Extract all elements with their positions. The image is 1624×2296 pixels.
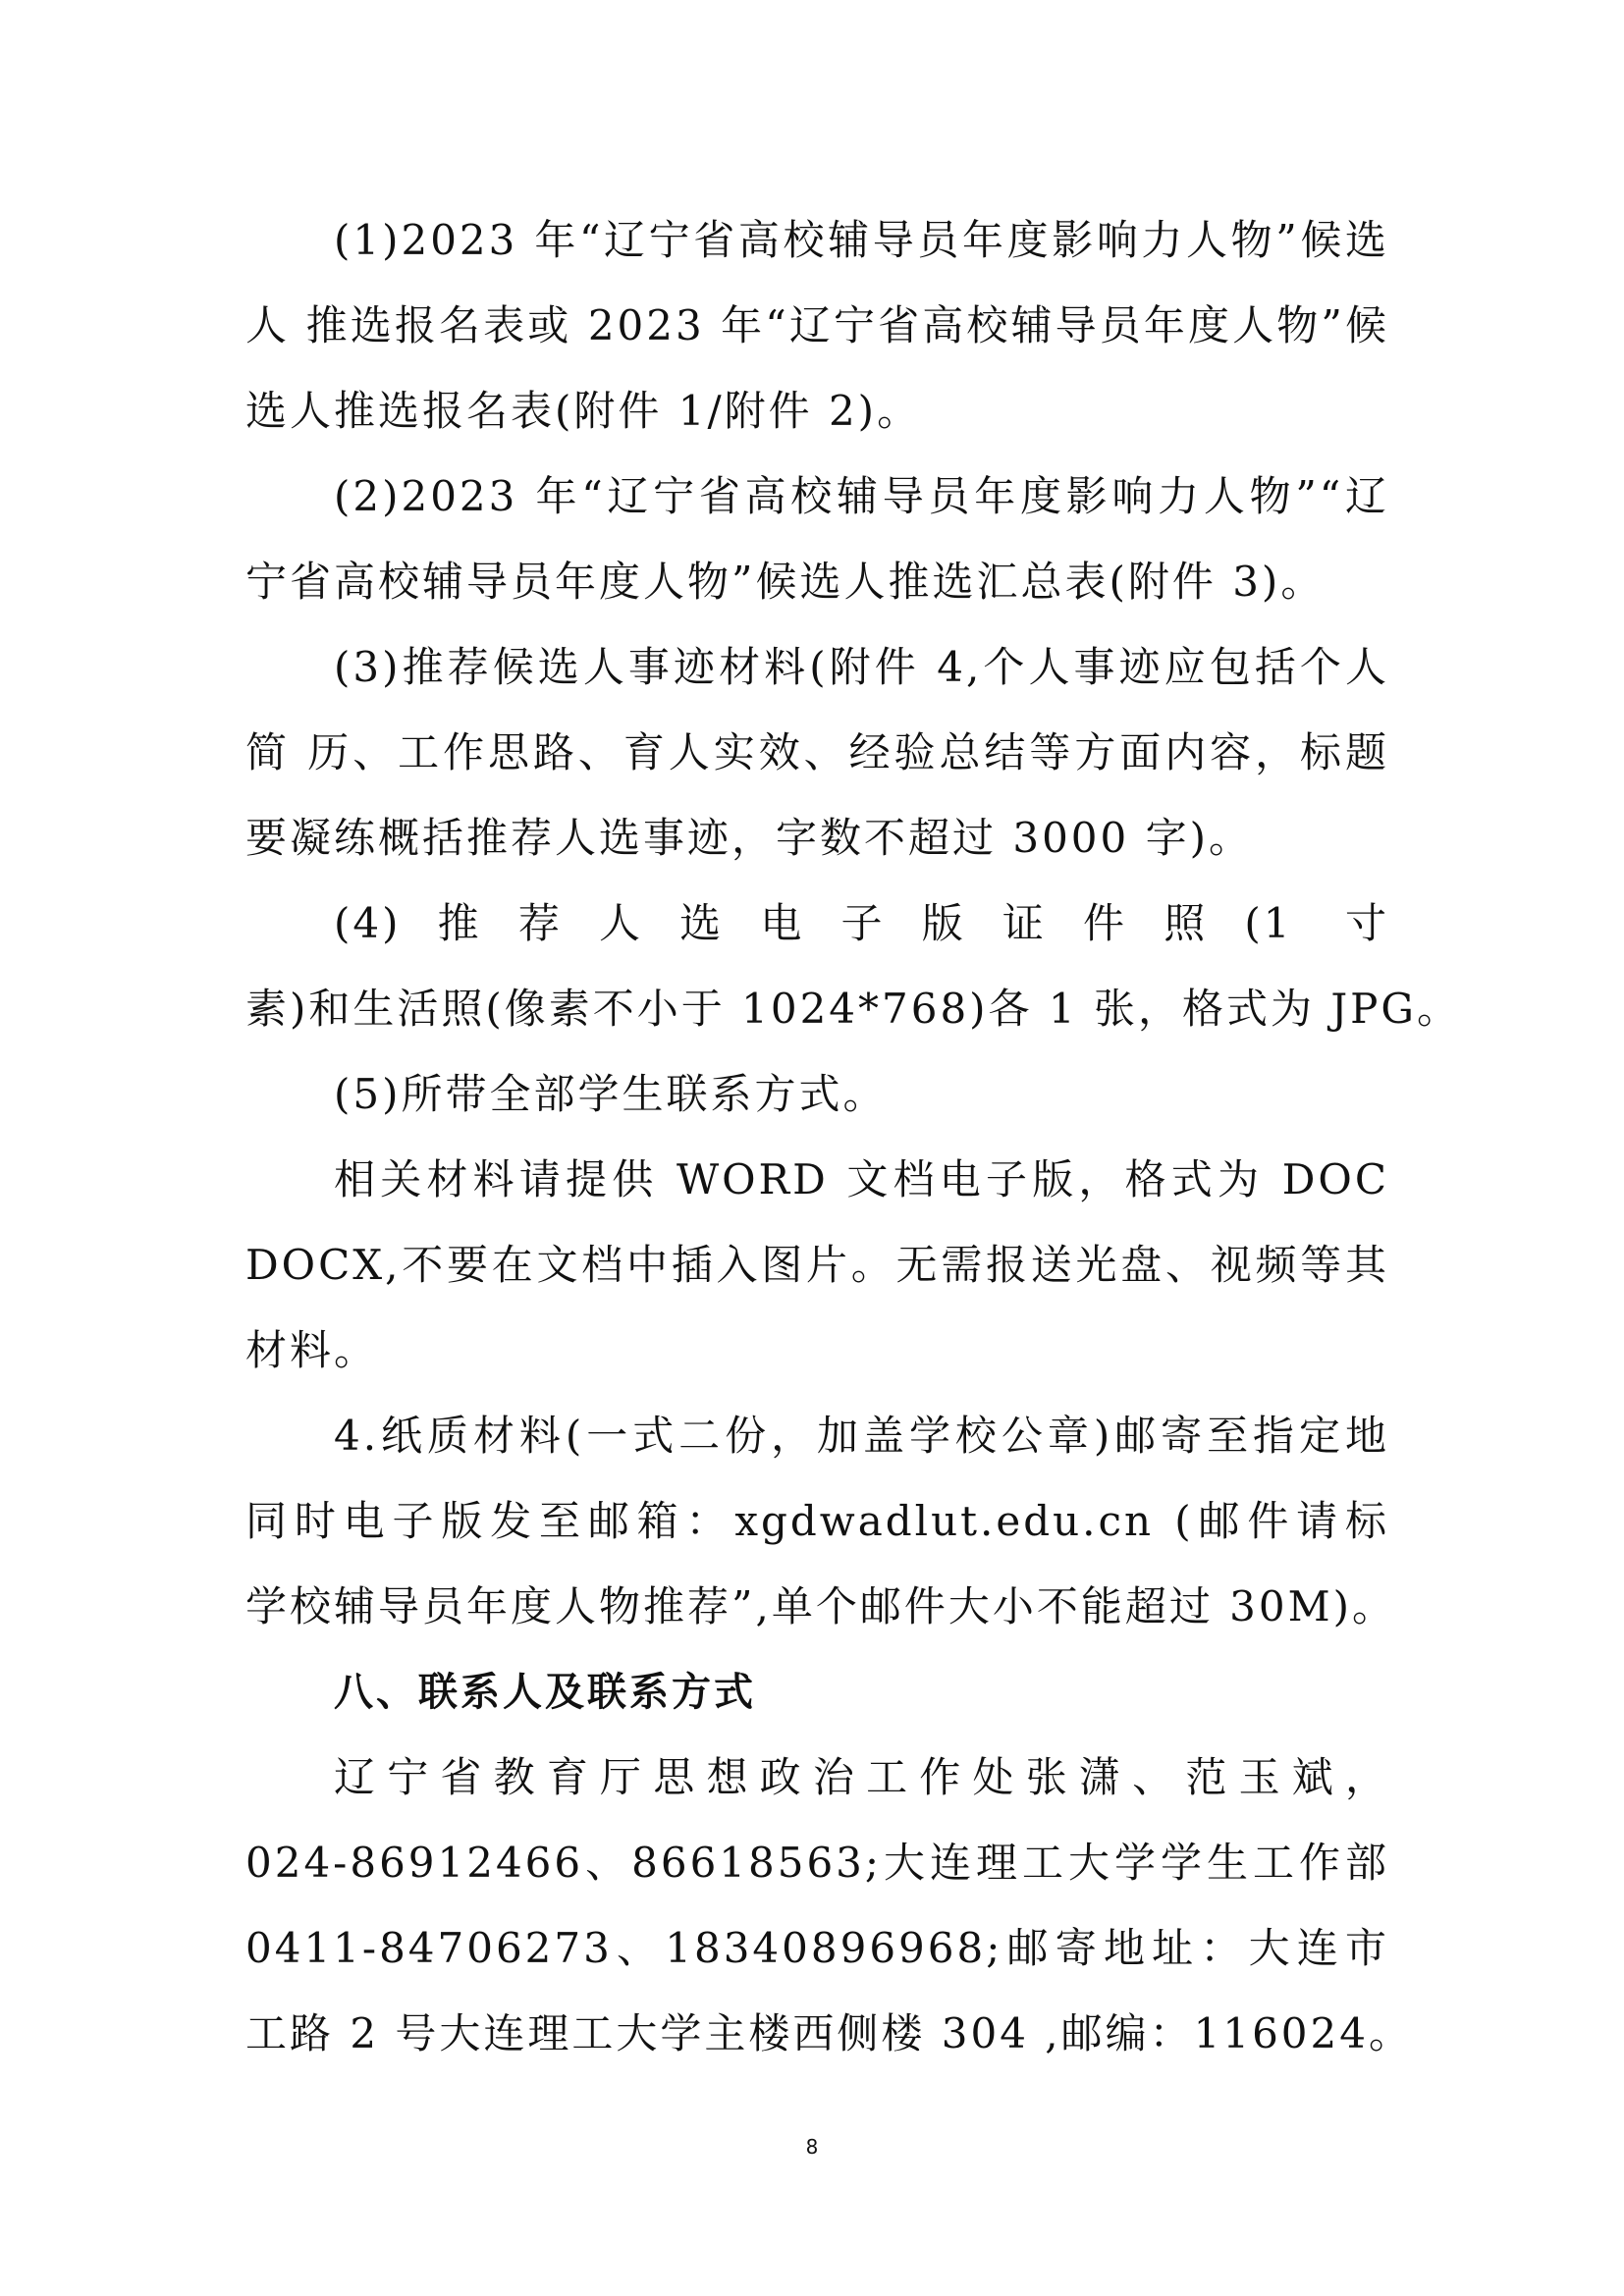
contact-line2: 024-86912466、86618563;大连理工大学学生工作部	[245, 1839, 1389, 1887]
item2-line1: (2)2023 年“辽宁省高校辅导员年度影响力人物”“辽	[334, 472, 1389, 520]
contact-line4: 工路 2 号大连理工大学主楼西侧楼 304 ,邮编：116024。	[245, 2009, 1413, 2057]
paper-materials-line2: 同时电子版发至邮箱：xgdwadlut.edu.cn (邮件请标	[245, 1497, 1389, 1545]
item1-line3: 选人推选报名表(附件 1/附件 2)。	[245, 387, 922, 435]
page-number: 8	[805, 2135, 819, 2159]
format-note-line2: DOCX,不要在文档中插入图片。无需报送光盘、视频等其	[245, 1241, 1389, 1289]
item3-line2: 简 历、工作思路、育人实效、经验总结等方面内容，标题	[245, 728, 1389, 776]
contact-heading: 八、联系人及联系方式	[334, 1670, 756, 1715]
format-note-line1: 相关材料请提供 WORD 文档电子版，格式为 DOC	[334, 1155, 1389, 1203]
item4-line2: 素)和生活照(像素不小于 1024*768)各 1 张，格式为 JPG。	[245, 985, 1461, 1033]
paper-materials-line1: 4.纸质材料(一式二份，加盖学校公章)邮寄至指定地	[334, 1412, 1389, 1460]
item1-line1: (1)2023 年“辽宁省高校辅导员年度影响力人物”候选	[334, 216, 1389, 264]
item3-line1: (3)推荐候选人事迹材料(附件 4,个人事迹应包括个人	[334, 643, 1389, 691]
item1-line2: 人 推选报名表或 2023 年“辽宁省高校辅导员年度人物”候	[245, 301, 1389, 349]
format-note-line3: 材料。	[245, 1326, 379, 1374]
contact-line3: 0411-84706273、18340896968;邮寄地址：大连市	[245, 1924, 1389, 1972]
paper-materials-line3: 学校辅导员年度人物推荐”,单个邮件大小不能超过 30M)。	[245, 1582, 1397, 1630]
item3-line3: 要凝练概括推荐人选事迹，字数不超过 3000 字)。	[245, 814, 1253, 862]
contact-line1: 辽宁省教育厅思想政治工作处张潇、范玉斌，	[334, 1753, 1389, 1801]
item5-line1: (5)所带全部学生联系方式。	[334, 1070, 888, 1118]
item2-line2: 宁省高校辅导员年度人物”候选人推选汇总表(附件 3)。	[245, 558, 1326, 606]
item4-line1: (4)推荐人选电子版证件照(1 寸	[334, 899, 1389, 947]
